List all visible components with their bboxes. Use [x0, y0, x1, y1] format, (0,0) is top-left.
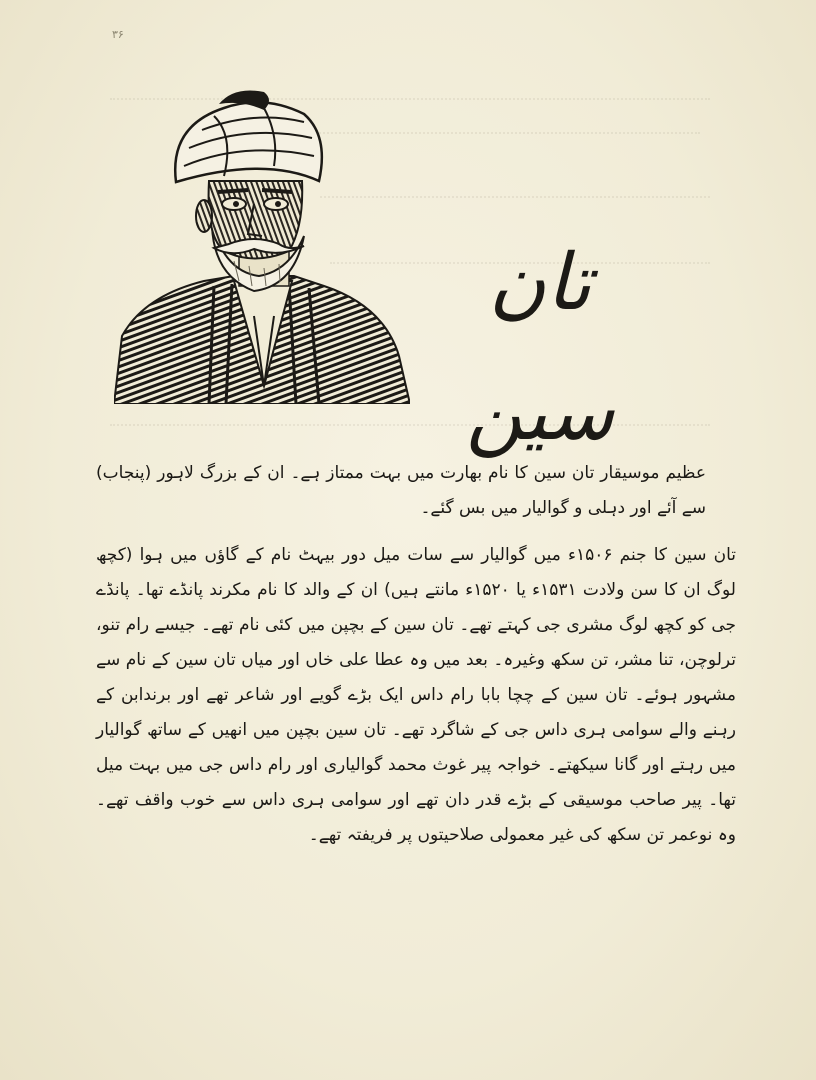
body-text	[96, 456, 736, 853]
portrait-illustration	[114, 86, 410, 404]
page-number: ۳۶	[112, 28, 124, 41]
bleed-through-line	[110, 424, 710, 436]
paragraph: عظیم موسیقار تان سین کا نام بھارت میں بہت ممتاز ہے۔ ان کے بزرگ لاہور (پنجاب) سے آئے اور دہلی و گوالیار میں بس گئے۔	[96, 463, 706, 518]
paragraph: تان سین کا جنم ۱۵۰۶ء میں گوالیار سے سات میل دور بیہٹ نام کے گاؤں میں ہوا (کچھ لوگ ان کا سن ولادت ۱۵۳۱ء یا ۱۵۲۰ء مانتے ہیں) ان کے والد کا نام مکرند پانڈے تھا۔ پانڈے جی کو کچھ لوگ مشری جی کہتے تھے۔ تان سین کے بچپن میں کئی نام تھے۔ جیسے رام تنو، ترلوچن، تنا مشر، تن سکھ وغیرہ۔ بعد میں وہ عطا علی خاں اور میاں تان سین کے نام سے مشہور ہوئے۔ تان سین کے چچا بابا رام داس ایک بڑے گویے اور شاعر تھے اور برندابن کے رہنے والے سوامی ہری داس جی کے شاگرد تھے۔ تان سین بچپن میں انھیں کے ساتھ گوالیار میں رہتے اور گانا سیکھتے۔ خواجہ پیر غوث محمد گوالیاری اور رام داس جی میں بہت میل تھا۔ پیر صاحب موسیقی کے بڑے قدر دان تھے اور سوامی ہری داس سے خوب واقف تھے۔ وہ نوعمر تن سکھ کی غیر معمولی صلاحیتوں پر فریفتہ تھے۔	[96, 545, 736, 845]
page-title: تان سین	[465, 238, 615, 458]
